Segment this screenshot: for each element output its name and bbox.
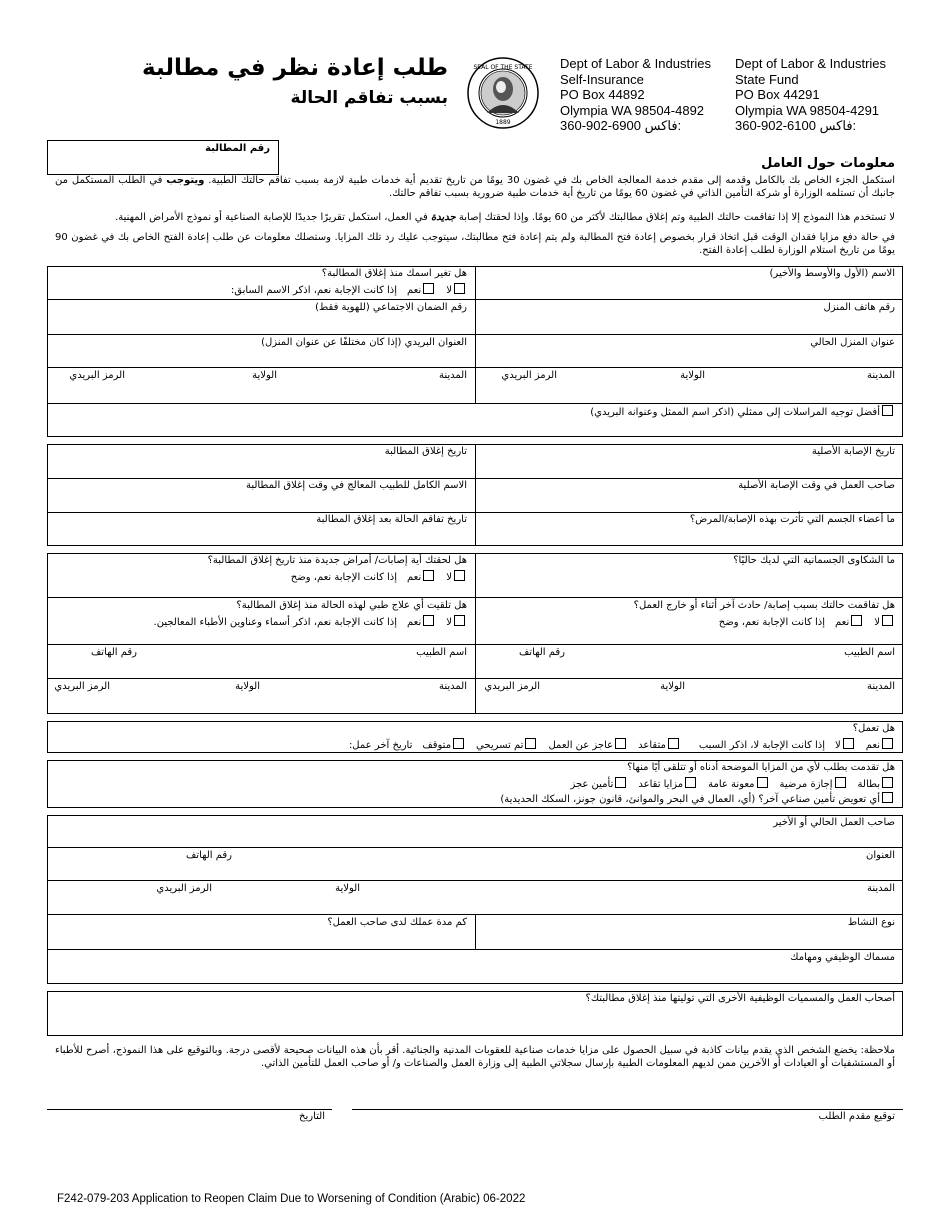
state-fund-address: Dept of Labor & Industries State Fund PO Box 44291 Olympia WA 98504-4291 360-902-6100 فاكس: — [735, 56, 887, 133]
treatment-yes-checkbox[interactable] — [423, 615, 434, 626]
doctor-phone-label-2: رقم الهاتف — [90, 647, 137, 658]
body-parts-label: ما أعضاء الجسم التي تأثرت بهذه الإصابة/المرض؟ — [689, 514, 895, 525]
employer-state-label: الولاية — [335, 883, 360, 894]
employer-section — [47, 815, 903, 984]
form-footer: F242-079-203 Application to Reopen Claim Due to Worsening of Condition (Arabic) 06-2022 — [57, 1193, 526, 1205]
form-subtitle: بسبب تفاقم الحالة — [290, 88, 448, 108]
representative-checkbox[interactable] — [882, 405, 893, 416]
unable-checkbox[interactable] — [615, 738, 626, 749]
self-insurance-fax: 360-902-6900 — [560, 118, 641, 133]
benefits-question: هل تقدمت بطلب لأي من المزايا الموضحة أدناه أو تتلقى أيًا منها؟ — [627, 762, 895, 773]
home-state-label: الولاية — [680, 370, 705, 381]
signature-line[interactable] — [352, 1109, 903, 1110]
new-injuries-yes-checkbox[interactable] — [423, 570, 434, 581]
unemployment-checkbox[interactable] — [882, 777, 893, 788]
doctor-zip-label-2: الرمز البريدي — [54, 681, 110, 692]
section-title: معلومات حول العامل — [761, 156, 895, 171]
name-changed-yes-checkbox[interactable] — [423, 283, 434, 294]
new-injuries-label: هل لحقتك أية إصابات/ أمراض جديدة منذ تاريخ إغلاق المطالبة؟ — [207, 555, 467, 566]
state-seal-icon — [467, 57, 539, 129]
name-changed-no-checkbox[interactable] — [454, 283, 465, 294]
claim-number-field[interactable] — [47, 140, 279, 175]
doctor-name-label-2: اسم الطبيب — [416, 647, 467, 658]
ssn-label: رقم الضمان الاجتماعي (للهوية فقط) — [315, 302, 467, 313]
retired-checkbox[interactable] — [668, 738, 679, 749]
working-no-checkbox[interactable] — [843, 738, 854, 749]
retirement-checkbox[interactable] — [685, 777, 696, 788]
worsened-other-label: هل تفاقمت حالتك بسبب إصابة/ حادث آخر أثناء أو خارج العمل؟ — [633, 600, 895, 611]
mail-zip-label: الرمز البريدي — [69, 370, 125, 381]
state-fund-fax: 360-902-6100 — [735, 118, 816, 133]
name-changed-options: لانعمإذا كانت الإجابة نعم، اذكر الاسم السابق: — [231, 283, 467, 297]
working-yes-checkbox[interactable] — [882, 738, 893, 749]
employer-at-injury-label: صاحب العمل في وقت الإصابة الأصلية — [738, 480, 895, 491]
svg-text:SEAL OF THE STATE: SEAL OF THE STATE — [473, 64, 533, 71]
injury-date-label: تاريخ الإصابة الأصلية — [811, 446, 895, 457]
claim-number-label: رقم المطالبة — [205, 143, 270, 154]
complaints-label: ما الشكاوى الجسمانية التي لديك حاليًا؟ — [733, 555, 895, 566]
name-label: الاسم (الأول والأوسط والأخير) — [769, 268, 895, 279]
name-changed-label: هل تغير اسمك منذ إغلاق المطالبة؟ — [321, 268, 467, 279]
home-phone-label: رقم هاتف المنزل — [823, 302, 895, 313]
working-label: هل تعمل؟ — [852, 723, 895, 734]
doctor-zip-label-1: الرمز البريدي — [484, 681, 540, 692]
home-city-label: المدينة — [866, 370, 895, 381]
home-zip-label: الرمز البريدي — [501, 370, 557, 381]
other-comp-label: أي تعويض تأمين صناعي آخر؟ (أي، العمال في البحر والموانئ، قانون جونز، السكك الحديدية) — [500, 792, 895, 806]
instructions-p1: استكمل الجزء الخاص بك بالكامل وقدمه إلى مقدم خدمة المعالجة الخاص بك في غضون 30 يومًا من تاريخ تقديم أية خدمات طبية لازمة بسبب تفاقم حالتك الطبية. ويتوجب في الطلب المستكمل من جانبك أن تستلمه الوزارة أو شركة التأمين الذاتي في غضون 60 يومًا من تاريخ أية خدمات طبية ضرورية بسبب تفاقم حالتك. — [55, 175, 895, 199]
doctor-city-label-1: المدينة — [866, 681, 895, 692]
business-type-label: نوع النشاط — [847, 917, 895, 928]
employer-city-label: المدينة — [866, 883, 895, 894]
doctor-name-label-1: اسم الطبيب — [844, 647, 895, 658]
instructions-p2: لا تستخدم هذا النموذج إلا إذا تفاقمت حالتك الطبية وتم إغلاق مطالبتك لأكثر من 60 يومًا. وإذا لحقتك إصابة جديدة في العمل، استكمل تقريرًا جديدًا للإصابة الصناعية أو نموذج الأمراض المهنية. — [115, 212, 895, 223]
doctor-phone-label-1: رقم الهاتف — [518, 647, 565, 658]
mail-state-label: الولاية — [252, 370, 277, 381]
other-employers-label: أصحاب العمل والمسميات الوظيفية الأخرى التي توليتها منذ إغلاق مطالبتك؟ — [585, 993, 895, 1004]
employer-address-label: العنوان — [866, 850, 895, 861]
new-injuries-no-checkbox[interactable] — [454, 570, 465, 581]
working-options: نعملاإذا كانت الإجابة لا، اذكر السببمتقاعدعاجز عن العملتم تسريحيمتوقفتاريخ آخر عمل: — [349, 738, 895, 752]
representative-label: أفضل توجيه المراسلات إلى ممثلي (اذكر اسم الممثل وعنوانه البريدي) — [590, 405, 895, 419]
seal-year: 1889 — [495, 119, 511, 126]
new-injuries-options: لانعمإذا كانت الإجابة نعم، وضح — [291, 570, 467, 584]
mailing-address-label: العنوان البريدي (إذا كان مختلفًا عن عنوان المنزل) — [261, 337, 467, 348]
doctor-state-label-2: الولاية — [235, 681, 260, 692]
sick-leave-checkbox[interactable] — [835, 777, 846, 788]
other-comp-checkbox[interactable] — [882, 792, 893, 803]
date-line[interactable] — [47, 1109, 332, 1110]
worsening-date-label: تاريخ تفاقم الحالة بعد إغلاق المطالبة — [316, 514, 467, 525]
mail-city-label: المدينة — [438, 370, 467, 381]
date-label: التاريخ — [299, 1111, 325, 1122]
public-assistance-checkbox[interactable] — [757, 777, 768, 788]
employer-phone-label: رقم الهاتف — [185, 850, 232, 861]
legal-note: ملاحظة: يخضع الشخص الذي يقدم بيانات كاذبة في سبيل الحصول على مزايا خدمات صناعية للعقوبات المدنية والجنائية. أقر بأن هذه البيانات صحيحة لأقصى درجة. وبالتوقيع على هذا النموذج، أصرح للأطباء أو المستشفيات أو العيادات أو الآخرين ممن لديهم المعلومات الطبية بإرسال سجلاتي الطبية إلى وزارة العمل والصناعات و/ أو صاحب العمل للتأمين الذاتي. — [55, 1045, 895, 1069]
worsened-other-options: لانعمإذا كانت الإجابة نعم، وضح — [719, 615, 895, 629]
doctor-state-label-1: الولاية — [660, 681, 685, 692]
doctor-at-closure-label: الاسم الكامل للطبيب المعالج في وقت إغلاق المطالبة — [245, 480, 467, 491]
self-insurance-address: Dept of Labor & Industries Self-Insurance PO Box 44892 Olympia WA 98504-4892 360-902-6900 فاكس: — [560, 56, 712, 133]
job-title-label: مسماك الوظيفي ومهامك — [790, 952, 895, 963]
treatment-options: لانعمإذا كانت الإجابة نعم، اذكر أسماء وعناوين الأطباء المعالجين. — [154, 615, 467, 629]
treatment-no-checkbox[interactable] — [454, 615, 465, 626]
treatment-label: هل تلقيت أي علاج طبي لهذه الحالة منذ إغلاق المطالبة؟ — [236, 600, 467, 611]
disability-checkbox[interactable] — [615, 777, 626, 788]
worsened-other-no-checkbox[interactable] — [882, 615, 893, 626]
employment-length-label: كم مدة عملك لدى صاحب العمل؟ — [327, 917, 467, 928]
current-employer-label: صاحب العمل الحالي أو الأخير — [773, 817, 895, 828]
stopped-checkbox[interactable] — [453, 738, 464, 749]
laid-off-checkbox[interactable] — [525, 738, 536, 749]
form-title: طلب إعادة نظر في مطالبة — [142, 55, 448, 81]
doctor-city-label-2: المدينة — [438, 681, 467, 692]
home-address-label: عنوان المنزل الحالي — [810, 337, 895, 348]
benefits-options: بطالةإجازة مرضيةمعونة عامةمزايا تقاعدتأمين عجز — [560, 777, 895, 791]
closure-date-label: تاريخ إغلاق المطالبة — [384, 446, 467, 457]
employer-zip-label: الرمز البريدي — [156, 883, 212, 894]
instructions-p3: في حالة دفع مزايا فقدان الوقت قبل اتخاذ قرار بخصوص إعادة فتح المطالبة ولم يتم إعادة فتح مطالبتك، سيتوجب عليك رد تلك المزايا. وستصلك معلومات عن طلب إعادة الفتح الخاص بك في غضون 90 يومًا من تاريخ استلام الوزارة لطلب إعادة الفتح. — [55, 232, 895, 256]
worsened-other-yes-checkbox[interactable] — [851, 615, 862, 626]
signature-label: توقيع مقدم الطلب — [818, 1111, 895, 1122]
